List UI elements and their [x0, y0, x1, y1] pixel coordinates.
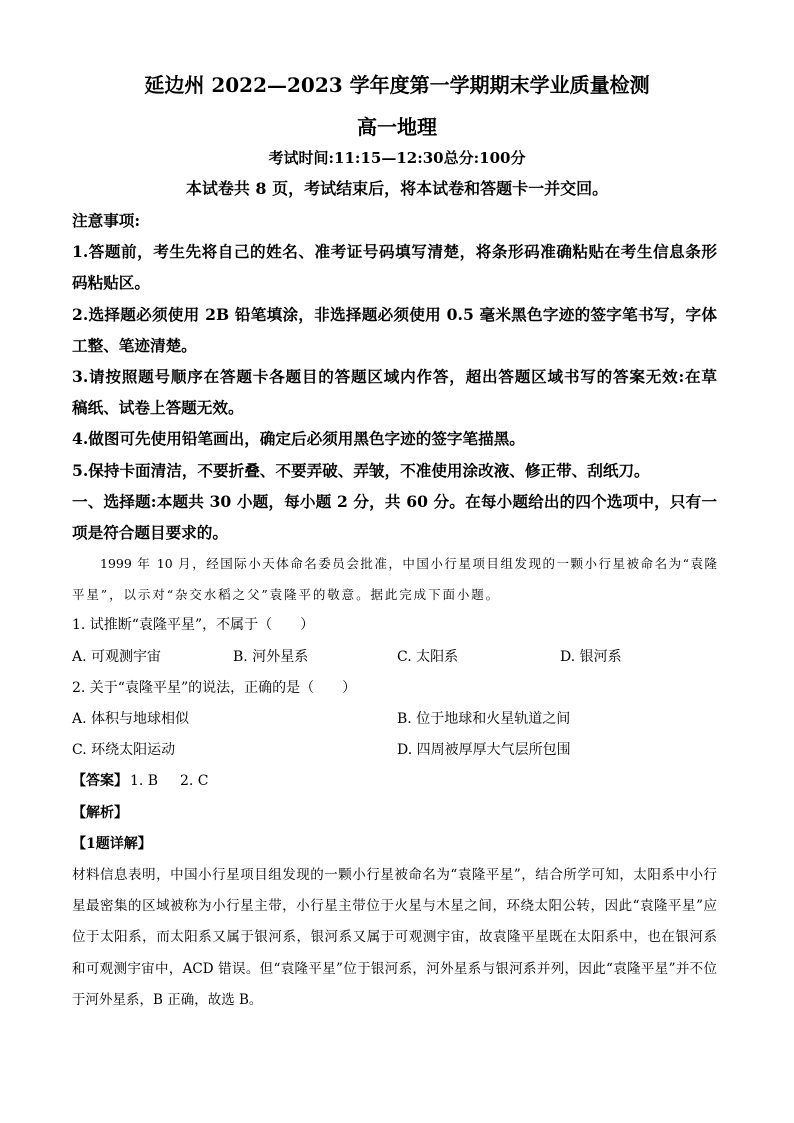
answer-q1: 1. B — [130, 773, 159, 790]
section-intro-line: 一、选择题:本题共 30 小题，每小题 2 分，共 60 分。在每小题给出的四个选项中，只有一 — [72, 491, 717, 511]
analysis-detail-label: 【1题详解】 — [72, 835, 152, 852]
notice-line: 码粘贴区。 — [72, 273, 150, 293]
option-d: D. 四周被厚厚大气层所包围 — [397, 742, 571, 759]
exam-subject: 高一地理 — [357, 115, 437, 139]
notice-line: 1.答题前，考生先将自己的姓名、准考证号码填写清楚，将条形码准确粘贴在考生信息条形 — [72, 242, 717, 262]
option-c: C. 太阳系 — [397, 648, 459, 665]
exam-time-info: 考试时间:11:15—12:30总分:100分 — [268, 149, 526, 167]
option-a: A. 可观测宇宙 — [72, 648, 162, 665]
analysis-label: 【解析】 — [72, 804, 128, 821]
option-a: A. 体积与地球相似 — [72, 711, 190, 727]
question-2-options-row-2 — [72, 735, 717, 766]
exam-title: 延边州 2022—2023 学年度第一学期期末学业质量检测 — [144, 73, 650, 97]
exam-instruction: 本试卷共 8 页，考试结束后，将本试卷和答题卡一并交回。 — [185, 179, 609, 198]
analysis-line: 星最密集的区域被称为小行星主带，小行星主带位于火星与木星之间，环绕太阳公转，因此“袁隆平星”应 — [72, 898, 717, 915]
option-b: B. 位于地球和火星轨道之间 — [397, 711, 571, 727]
answer-label: 【答案】 — [72, 773, 128, 790]
option-d: D. 银河系 — [560, 648, 622, 665]
notice-line: 3.请按照题号顺序在答题卡各题目的答题区域内作答，超出答题区域书写的答案无效:在草 — [72, 366, 717, 386]
question-2-options-row-1 — [72, 704, 717, 735]
analysis-line: 材料信息表明，中国小行星项目组发现的一颗小行星被命名为“袁隆平星”，结合所学可知，太阳系中小行 — [72, 866, 717, 883]
question-1-options — [72, 642, 717, 673]
section-intro-line: 项是符合题目要求的。 — [72, 522, 228, 542]
option-b: B. 河外星系 — [233, 648, 309, 665]
notice-line: 稿纸、试卷上答题无效。 — [72, 398, 244, 418]
question-2-stem: 2. 关于“袁隆平星”的说法，正确的是（ ） — [72, 679, 357, 696]
option-c: C. 环绕太阳运动 — [72, 742, 176, 759]
analysis-line: 和可观测宇宙中，ACD 错误。但“袁隆平星”位于银河系，河外星系与银河系并列，因此“袁隆平星”并不位 — [72, 960, 717, 977]
material-line: 平星”，以示对“杂交水稻之父”袁隆平的敬意。据此完成下面小题。 — [72, 587, 501, 603]
notice-line: 工整、笔迹清楚。 — [72, 335, 197, 355]
notice-line: 2.选择题必须使用 2B 铅笔填涂，非选择题必须使用 0.5 毫米黑色字迹的签字笔书写，字体 — [72, 304, 717, 324]
notice-heading: 注意事项: — [72, 211, 141, 230]
analysis-line: 于河外星系，B 正确，故选 B。 — [72, 991, 263, 1008]
notice-line: 4.做图可先使用铅笔画出，确定后必须用黑色字迹的签字笔描黑。 — [72, 429, 525, 449]
document-body — [72, 205, 717, 1016]
answer-line — [72, 766, 717, 797]
analysis-line: 位于太阳系，而太阳系又属于银河系，银河系又属于可观测宇宙，故袁隆平星既在太阳系中，也在银河系 — [72, 929, 717, 946]
notice-line: 5.保持卡面清洁，不要折叠、不要弄破、弄皱，不准使用涂改液、修正带、刮纸刀。 — [72, 460, 650, 480]
material-line: 1999 年 10 月，经国际小天体命名委员会批准，中国小行星项目组发现的一颗小行星被命名为“袁隆 — [100, 556, 717, 572]
question-1-stem: 1. 试推断“袁隆平星”，不属于（ ） — [72, 617, 315, 634]
answer-q2: 2. C — [180, 773, 209, 790]
